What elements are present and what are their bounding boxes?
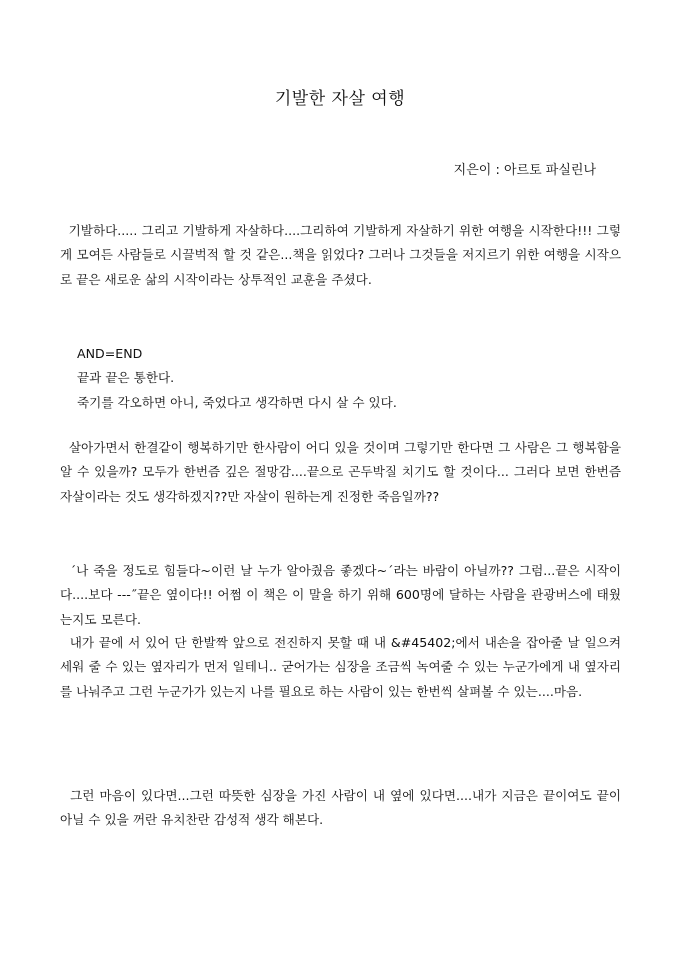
author-line: 지은이 : 아르토 파실린나: [453, 163, 596, 178]
paragraph-intro: 기발하다..... 그리고 기발하게 자살하다....그리하여 기발하게 자살하기 위한 여행을 시작한다!!! 그렇게 모여든 사람들로 시끌벅적 할 것 같은...책을 읽었다? 그러나 그것들을 저지르기 위한 여행을 시작으로 끝은 새로운 삶의 시작이라는 상투적인 교훈을 주셨다.: [60, 223, 621, 287]
paragraph-side: 내가 끝에 서 있어 단 한발짝 앞으로 전진하지 못할 때 내 &#45402;에서 내손을 잡아줄 날 일으켜 세워 줄 수 있는 옆자리가 먼저 일테니.. 굳어가는 심장을 조금씩 녹여줄 수 있는 누군가에게 내 옆자리를 나눠주고 그런 누군가가 있는지 나를 필요로 하는 사람이 있는 한번씩 살펴볼 수 있는....마음.: [60, 635, 626, 699]
and-end-line-1: AND=END: [77, 346, 143, 361]
document-title: 기발한 자살 여행: [274, 89, 406, 109]
paragraph-wish: ´나 죽을 정도로 힘들다~이런 날 누가 알아줬음 좋겠다~´라는 바람이 아닐까?? 그럼...끝은 시작이다....보다 ---˝끝은 옆이다!! 어쩜 이 책은 이 말을 하기 위해 600명에 달하는 사람을 관광버스에 태웠는지도 모른다.: [60, 563, 621, 627]
and-end-line-2: 끝과 끝은 통한다.: [77, 370, 175, 386]
and-end-line-3: 죽기를 각오하면 아니, 죽었다고 생각하면 다시 살 수 있다.: [77, 394, 397, 410]
paragraph-happiness: 살아가면서 한결같이 행복하기만 한사람이 어디 있을 것이며 그렇기만 한다면 그 사람은 그 행복함을 알 수 있을까? 모두가 한번즘 깊은 절망감....끝으로 곤두박질 치기도 할 것이다... 그러다 보면 한번즘 자살이라는 것도 생각하겠지??만 자살이 원하는게 진정한 죽음일까??: [60, 440, 626, 504]
paragraph-closing: 그런 마음이 있다면...그런 따뜻한 심장을 가진 사람이 내 옆에 있다면....내가 지금은 끝이여도 끝이 아닐 수 있을 꺼란 유치찬란 감성적 생각 해본다.: [60, 788, 626, 828]
paragraph-and-end: [60, 342, 621, 415]
